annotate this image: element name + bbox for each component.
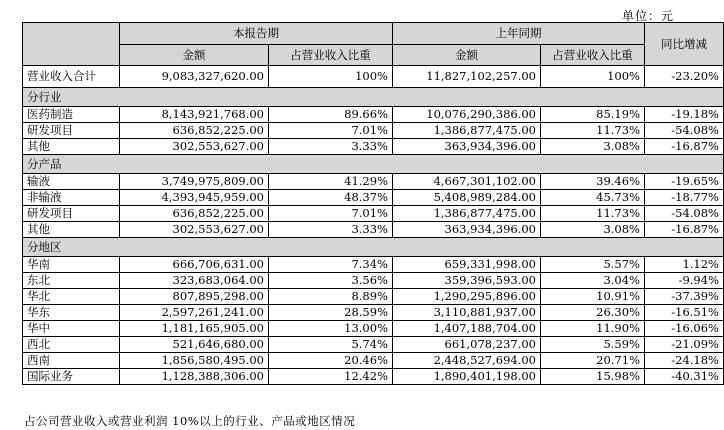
section-header-row <box>23 238 724 257</box>
current-share-cell: 5.74% <box>269 337 393 353</box>
yoy-change-cell: -9.94% <box>645 273 724 289</box>
table-row <box>23 107 724 123</box>
section-header-row <box>23 88 724 107</box>
prior-amount-cell: 5,408,989,284.00 <box>393 190 541 206</box>
current-amount-cell: 323,683,064.00 <box>120 273 269 289</box>
revenue-breakdown-table <box>22 22 724 385</box>
yoy-change-cell: -16.06% <box>645 321 724 337</box>
prior-share-cell: 11.73% <box>541 123 645 139</box>
current-share-cell: 20.46% <box>269 353 393 369</box>
yoy-change-cell: -19.18% <box>645 107 724 123</box>
prior-amount-cell: 1,407,188,704.00 <box>393 321 541 337</box>
yoy-change-cell: -19.65% <box>645 174 724 190</box>
current-share-cell: 7.01% <box>269 123 393 139</box>
prior-share-cell: 20.71% <box>541 353 645 369</box>
current-share-cell: 7.01% <box>269 206 393 222</box>
header-row-periods <box>23 23 724 45</box>
section-title: 分产品 <box>23 155 724 174</box>
prior-share-cell: 45.73% <box>541 190 645 206</box>
table-row <box>23 353 724 369</box>
section-title: 分地区 <box>23 238 724 257</box>
yoy-change-cell: -54.08% <box>645 206 724 222</box>
row-label: 其他 <box>23 222 120 238</box>
current-amount-cell: 807,895,298.00 <box>120 289 269 305</box>
current-amount-cell: 2,597,261,241.00 <box>120 305 269 321</box>
prior-amount-cell: 359,396,593.00 <box>393 273 541 289</box>
table-row <box>23 273 724 289</box>
unit-label: 单位：元 <box>621 9 674 23</box>
header-row-columns <box>23 45 724 66</box>
total-current-share: 100% <box>269 66 393 88</box>
current-amount-cell: 1,856,580,495.00 <box>120 353 269 369</box>
prior-amount-cell: 4,667,301,102.00 <box>393 174 541 190</box>
total-label: 营业收入合计 <box>23 66 120 88</box>
header-yoy-change: 同比增减 <box>645 23 724 66</box>
current-share-cell: 41.29% <box>269 174 393 190</box>
prior-amount-cell: 2,448,527,694.00 <box>393 353 541 369</box>
row-label: 华北 <box>23 289 120 305</box>
row-label: 研发项目 <box>23 123 120 139</box>
prior-share-cell: 15.98% <box>541 369 645 385</box>
row-label: 华中 <box>23 321 120 337</box>
row-label: 医药制造 <box>23 107 120 123</box>
current-share-cell: 12.42% <box>269 369 393 385</box>
prior-share-cell: 10.91% <box>541 289 645 305</box>
prior-share-cell: 85.19% <box>541 107 645 123</box>
yoy-change-cell: -54.08% <box>645 123 724 139</box>
table-row <box>23 174 724 190</box>
row-label: 非输液 <box>23 190 120 206</box>
total-prior-amount: 11,827,102,257.00 <box>393 66 541 88</box>
prior-amount-cell: 1,386,877,475.00 <box>393 123 541 139</box>
prior-amount-cell: 1,890,401,198.00 <box>393 369 541 385</box>
row-label: 西北 <box>23 337 120 353</box>
current-share-cell: 3.33% <box>269 222 393 238</box>
header-current-share: 占营业收入比重 <box>269 45 393 66</box>
total-row <box>23 66 724 88</box>
current-share-cell: 28.59% <box>269 305 393 321</box>
current-share-cell: 7.34% <box>269 257 393 273</box>
prior-share-cell: 3.04% <box>541 273 645 289</box>
header-prior-amount: 金额 <box>393 45 541 66</box>
row-label: 西南 <box>23 353 120 369</box>
row-label: 其他 <box>23 139 120 155</box>
current-share-cell: 89.66% <box>269 107 393 123</box>
header-prior-share: 占营业收入比重 <box>541 45 645 66</box>
table-row <box>23 139 724 155</box>
header-blank-cell <box>23 23 120 66</box>
total-prior-share: 100% <box>541 66 645 88</box>
header-current-amount: 金额 <box>120 45 269 66</box>
prior-amount-cell: 661,078,237.00 <box>393 337 541 353</box>
prior-share-cell: 3.08% <box>541 139 645 155</box>
row-label: 东北 <box>23 273 120 289</box>
row-label: 华东 <box>23 305 120 321</box>
table-row <box>23 321 724 337</box>
table-row <box>23 369 724 385</box>
current-amount-cell: 302,553,627.00 <box>120 139 269 155</box>
table-row <box>23 222 724 238</box>
current-share-cell: 3.33% <box>269 139 393 155</box>
table-row <box>23 206 724 222</box>
table-row <box>23 337 724 353</box>
prior-amount-cell: 659,331,998.00 <box>393 257 541 273</box>
current-share-cell: 48.37% <box>269 190 393 206</box>
current-amount-cell: 636,852,225.00 <box>120 123 269 139</box>
prior-share-cell: 5.57% <box>541 257 645 273</box>
prior-amount-cell: 10,076,290,386.00 <box>393 107 541 123</box>
current-amount-cell: 636,852,225.00 <box>120 206 269 222</box>
table-row <box>23 190 724 206</box>
prior-amount-cell: 363,934,396.00 <box>393 222 541 238</box>
yoy-change-cell: -24.18% <box>645 353 724 369</box>
current-amount-cell: 1,181,165,905.00 <box>120 321 269 337</box>
yoy-change-cell: -21.09% <box>645 337 724 353</box>
current-amount-cell: 8,143,921,768.00 <box>120 107 269 123</box>
table-row <box>23 123 724 139</box>
yoy-change-cell: -16.87% <box>645 222 724 238</box>
prior-share-cell: 5.59% <box>541 337 645 353</box>
row-label: 国际业务 <box>23 369 120 385</box>
current-amount-cell: 666,706,631.00 <box>120 257 269 273</box>
prior-share-cell: 26.30% <box>541 305 645 321</box>
current-amount-cell: 1,128,388,306.00 <box>120 369 269 385</box>
prior-share-cell: 39.46% <box>541 174 645 190</box>
table-row <box>23 257 724 273</box>
prior-amount-cell: 3,110,881,937.00 <box>393 305 541 321</box>
row-label: 华南 <box>23 257 120 273</box>
current-amount-cell: 3,749,975,809.00 <box>120 174 269 190</box>
header-current-period: 本报告期 <box>120 23 393 45</box>
table-row <box>23 289 724 305</box>
total-current-amount: 9,083,327,620.00 <box>120 66 269 88</box>
yoy-change-cell: -16.87% <box>645 139 724 155</box>
yoy-change-cell: -18.77% <box>645 190 724 206</box>
prior-amount-cell: 363,934,396.00 <box>393 139 541 155</box>
current-share-cell: 3.56% <box>269 273 393 289</box>
current-amount-cell: 4,393,945,959.00 <box>120 190 269 206</box>
current-share-cell: 8.89% <box>269 289 393 305</box>
current-share-cell: 13.00% <box>269 321 393 337</box>
table-row <box>23 305 724 321</box>
yoy-change-cell: -37.39% <box>645 289 724 305</box>
prior-share-cell: 11.90% <box>541 321 645 337</box>
prior-share-cell: 3.08% <box>541 222 645 238</box>
current-amount-cell: 521,646,680.00 <box>120 337 269 353</box>
total-yoy-change: -23.20% <box>645 66 724 88</box>
section-header-row <box>23 155 724 174</box>
yoy-change-cell: -40.31% <box>645 369 724 385</box>
prior-amount-cell: 1,386,877,475.00 <box>393 206 541 222</box>
row-label: 研发项目 <box>23 206 120 222</box>
section-title: 分行业 <box>23 88 724 107</box>
prior-share-cell: 11.73% <box>541 206 645 222</box>
header-prior-period: 上年同期 <box>393 23 645 45</box>
current-amount-cell: 302,553,627.00 <box>120 222 269 238</box>
prior-amount-cell: 1,290,295,896.00 <box>393 289 541 305</box>
yoy-change-cell: -16.51% <box>645 305 724 321</box>
yoy-change-cell: 1.12% <box>645 257 724 273</box>
footnote: 占公司营业收入或营业利润 10%以上的行业、产品或地区情况 <box>24 414 356 428</box>
row-label: 输液 <box>23 174 120 190</box>
